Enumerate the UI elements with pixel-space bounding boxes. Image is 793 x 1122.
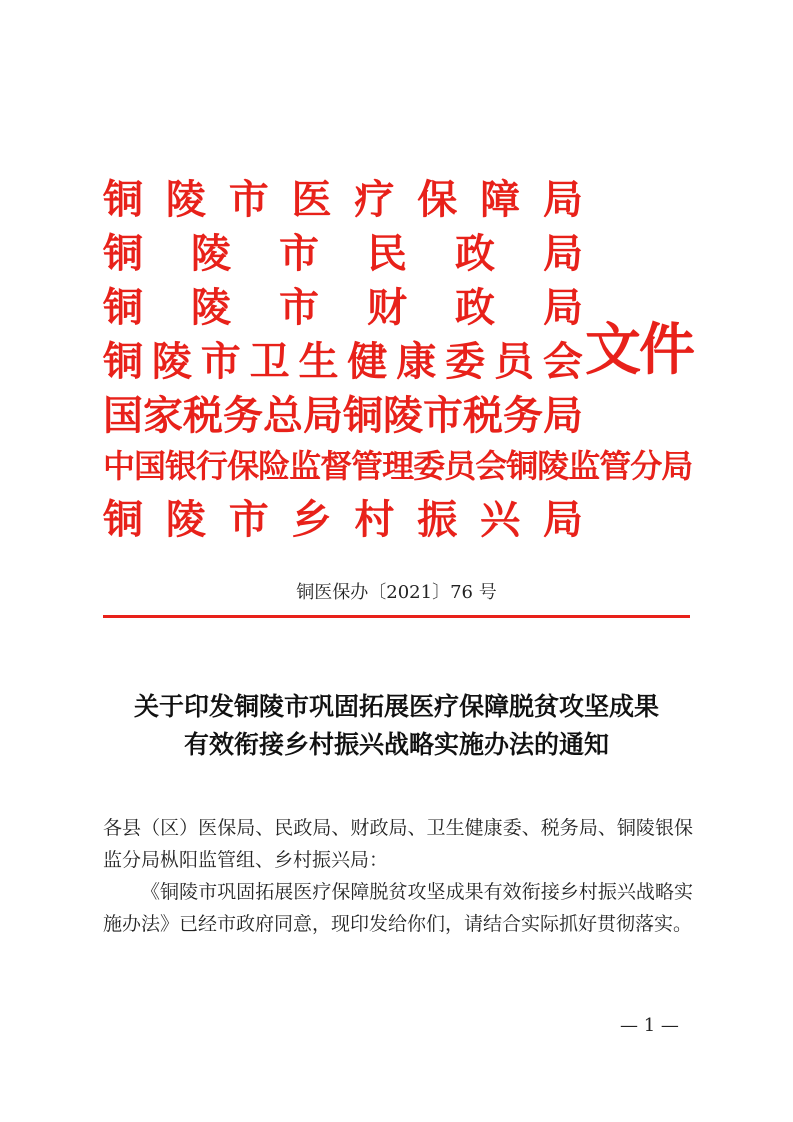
recipients-paragraph: 各县（区）医保局、民政局、财政局、卫生健康委、税务局、铜陵银保监分局枞阳监管组、乡村振兴局： bbox=[103, 817, 693, 871]
issuer-char: 保 bbox=[227, 447, 259, 485]
issuer-char: 铜 bbox=[103, 176, 143, 223]
document-word: 文件 bbox=[585, 317, 693, 383]
issuer-char: 市 bbox=[200, 338, 241, 385]
body-paragraph: 《铜陵市巩固拓展医疗保障脱贫攻坚成果有效衔接乡村振兴战略实施办法》已经市政府同意，现印发给你们，请结合实际抓好贯彻落实。 bbox=[103, 881, 693, 935]
issuer-char: 兴 bbox=[480, 496, 521, 543]
issuer-char: 员 bbox=[494, 338, 534, 385]
issuer-char: 振 bbox=[417, 496, 458, 543]
issuer-char: 监 bbox=[289, 447, 321, 485]
issuer-line bbox=[103, 176, 583, 223]
issuer-char: 医 bbox=[291, 176, 332, 223]
issuer-char: 国 bbox=[134, 447, 166, 485]
issuer-char: 委 bbox=[413, 447, 445, 485]
issuer-char: 民 bbox=[367, 230, 407, 277]
page-number: — 1 — bbox=[620, 1015, 679, 1036]
issuer-char: 铜 bbox=[343, 392, 383, 439]
issuer-char: 会 bbox=[542, 338, 583, 385]
title-line-1: 关于印发铜陵市巩固拓展医疗保障脱贫攻坚成果 bbox=[133, 692, 659, 721]
issuer-char: 陵 bbox=[151, 338, 192, 385]
issuer-line bbox=[103, 447, 693, 485]
issuer-char: 管 bbox=[599, 447, 631, 485]
issuer-char: 陵 bbox=[537, 447, 569, 485]
issuer-char: 局 bbox=[542, 176, 583, 223]
issuer-char: 铜 bbox=[103, 230, 143, 277]
issuer-char: 障 bbox=[480, 176, 521, 223]
document-number: 铜医保办〔2021〕76 号 bbox=[296, 582, 497, 603]
issuer-char: 陵 bbox=[383, 392, 423, 439]
issuer-char: 管 bbox=[351, 447, 383, 485]
issuer-char: 局 bbox=[303, 392, 343, 439]
issuer-char: 疗 bbox=[354, 176, 395, 223]
issuer-char: 理 bbox=[382, 447, 414, 485]
issuer-char: 健 bbox=[347, 338, 388, 385]
issuer-char: 家 bbox=[143, 392, 183, 439]
issuer-char: 铜 bbox=[103, 496, 143, 543]
issuer-char: 陵 bbox=[191, 230, 231, 277]
issuer-char: 铜 bbox=[103, 284, 143, 331]
issuer-char: 政 bbox=[455, 284, 495, 331]
issuer-char: 生 bbox=[298, 338, 339, 385]
issuer-char: 陵 bbox=[165, 176, 206, 223]
issuer-char: 政 bbox=[455, 230, 495, 277]
issuer-char: 市 bbox=[423, 392, 463, 439]
issuer-char: 税 bbox=[183, 392, 223, 439]
issuer-line bbox=[103, 496, 583, 543]
issuer-char: 铜 bbox=[103, 338, 143, 385]
issuer-char: 铜 bbox=[506, 447, 538, 485]
issuer-char: 督 bbox=[320, 447, 352, 485]
issuer-char: 市 bbox=[279, 230, 319, 277]
issuer-char: 局 bbox=[543, 284, 583, 331]
issuer-char: 银 bbox=[165, 447, 197, 485]
issuer-line bbox=[103, 392, 583, 439]
issuer-char: 市 bbox=[228, 496, 269, 543]
issuer-char: 康 bbox=[396, 338, 437, 385]
issuer-char: 村 bbox=[354, 496, 395, 543]
issuer-char: 国 bbox=[103, 392, 143, 439]
issuer-char: 务 bbox=[503, 392, 543, 439]
issuer-char: 监 bbox=[568, 447, 600, 485]
issuer-char: 委 bbox=[445, 338, 486, 385]
issuer-char: 局 bbox=[543, 392, 583, 439]
issuer-char: 局 bbox=[543, 230, 583, 277]
issuer-char: 分 bbox=[630, 447, 662, 485]
issuer-char: 税 bbox=[463, 392, 503, 439]
issuer-char: 总 bbox=[263, 392, 303, 439]
issuer-char: 中 bbox=[103, 447, 135, 485]
issuer-char: 保 bbox=[417, 176, 458, 223]
issuer-char: 险 bbox=[258, 447, 290, 485]
issuer-char: 卫 bbox=[249, 338, 290, 385]
issuer-char: 乡 bbox=[291, 496, 332, 543]
issuer-char: 局 bbox=[661, 447, 693, 485]
issuer-char: 行 bbox=[196, 447, 228, 485]
issuer-line bbox=[103, 230, 583, 277]
issuer-char: 员 bbox=[444, 447, 476, 485]
issuer-char: 陵 bbox=[191, 284, 231, 331]
issuer-char: 陵 bbox=[165, 496, 206, 543]
title-line-2: 有效衔接乡村振兴战略实施办法的通知 bbox=[183, 730, 609, 759]
issuer-char: 市 bbox=[279, 284, 319, 331]
issuer-char: 会 bbox=[475, 447, 507, 485]
red-divider-line bbox=[103, 615, 690, 618]
document-title bbox=[60, 688, 733, 764]
issuer-char: 局 bbox=[542, 496, 583, 543]
issuer-line bbox=[103, 284, 583, 331]
issuer-line bbox=[103, 338, 583, 385]
document-body bbox=[103, 812, 693, 940]
issuer-char: 务 bbox=[223, 392, 263, 439]
issuer-char: 市 bbox=[228, 176, 269, 223]
issuer-char: 财 bbox=[367, 284, 407, 331]
